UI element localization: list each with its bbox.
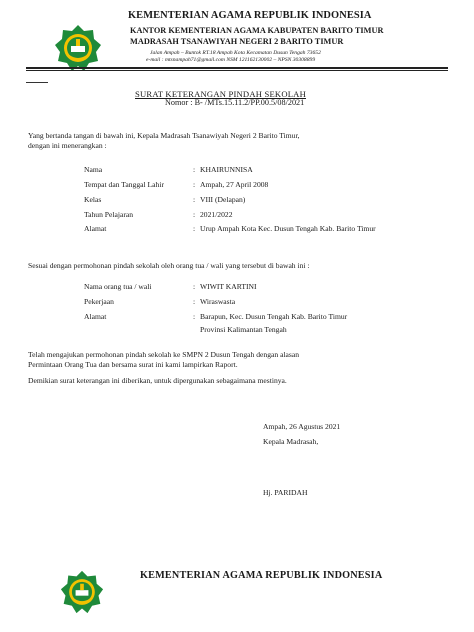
transfer-line-1: Telah mengajukan permohonan pindah sekolah ke SMPN 2 Dusun Tengah dengan alasan bbox=[28, 350, 300, 359]
student-label-address: Alamat bbox=[84, 224, 107, 233]
place-date: Ampah, 26 Agustus 2021 bbox=[263, 422, 341, 431]
header-school: MADRASAH TSANAWIYAH NEGERI 2 BARITO TIMUR bbox=[130, 37, 344, 46]
signatory-name: Hj. PARIDAH bbox=[263, 488, 308, 497]
intro-line-1: Yang bertanda tangan di bawah ini, Kepala Madrasah Tsanawiyah Negeri 2 Barito Timur, bbox=[28, 131, 300, 140]
header-address: Jalan Ampah – Buntok RT.18 Ampah Kota Kecamatan Dusun Tengah 73652 bbox=[150, 50, 321, 56]
parent-label-name: Nama orang tua / wali bbox=[84, 282, 152, 291]
header-rule-thick bbox=[26, 67, 448, 69]
parent-value-name: WIWIT KARTINI bbox=[200, 282, 257, 291]
corner-mark bbox=[26, 82, 48, 83]
colon: : bbox=[193, 180, 196, 189]
parent-value-address: Barapun, Kec. Dusun Tengah Kab. Barito Timur bbox=[200, 312, 348, 321]
colon: : bbox=[193, 297, 196, 306]
closing-line: Demikian surat keterangan ini diberikan, untuk dipergunakan sebagaimana mestinya. bbox=[28, 376, 287, 385]
student-label-year: Tahun Pelajaran bbox=[84, 210, 134, 219]
footer-ministry: KEMENTERIAN AGAMA REPUBLIK INDONESIA bbox=[140, 570, 383, 581]
student-label-name: Nama bbox=[84, 165, 103, 174]
student-value-year: 2021/2022 bbox=[200, 210, 233, 219]
header-rule-thin bbox=[26, 70, 448, 71]
letter-title: SURAT KETERANGAN PINDAH SEKOLAH bbox=[135, 89, 306, 99]
signatory-position: Kepala Madrasah, bbox=[263, 437, 319, 446]
colon: : bbox=[193, 282, 196, 291]
colon: : bbox=[193, 195, 196, 204]
parent-label-job: Pekerjaan bbox=[84, 297, 114, 306]
colon: : bbox=[193, 210, 196, 219]
parent-value-address-2: Provinsi Kalimantan Tengah bbox=[200, 325, 287, 334]
header-office: KANTOR KEMENTERIAN AGAMA KABUPATEN BARITO TIMUR bbox=[130, 26, 384, 35]
parent-label-address: Alamat bbox=[84, 312, 107, 321]
student-value-name: KHAIRUNNISA bbox=[200, 165, 253, 174]
colon: : bbox=[193, 312, 196, 321]
student-label-class: Kelas bbox=[84, 195, 102, 204]
student-label-birth: Tempat dan Tanggal Lahir bbox=[84, 180, 164, 189]
transfer-line-2: Permintaan Orang Tua dan bersama surat ini kami lampirkan Raport. bbox=[28, 360, 238, 369]
request-line: Sesuai dengan permohonan pindah sekolah oleh orang tua / wali yang tersebut di bawah ini : bbox=[28, 261, 310, 270]
colon: : bbox=[193, 165, 196, 174]
kemenag-logo-icon bbox=[54, 24, 102, 72]
letter-number: Nomor : B- /MTs.15.11.2/PP.00.5/08/2021 bbox=[165, 98, 305, 107]
student-value-class: VIII (Delapan) bbox=[200, 195, 246, 204]
student-value-birth: Ampah, 27 April 2008 bbox=[200, 180, 269, 189]
kemenag-logo-icon bbox=[60, 570, 104, 614]
header-ministry: KEMENTERIAN AGAMA REPUBLIK INDONESIA bbox=[128, 10, 372, 21]
student-value-address: Urup Ampah Kota Kec. Dusun Tengah Kab. Barito Timur bbox=[200, 224, 376, 233]
intro-line-2: dengan ini menerangkan : bbox=[28, 141, 107, 150]
colon: : bbox=[193, 224, 196, 233]
header-contact: e-mail : mtsnampah71@gmail.com NSM 121162130002 – NPSN 30308899 bbox=[146, 57, 316, 63]
parent-value-job: Wiraswasta bbox=[200, 297, 236, 306]
